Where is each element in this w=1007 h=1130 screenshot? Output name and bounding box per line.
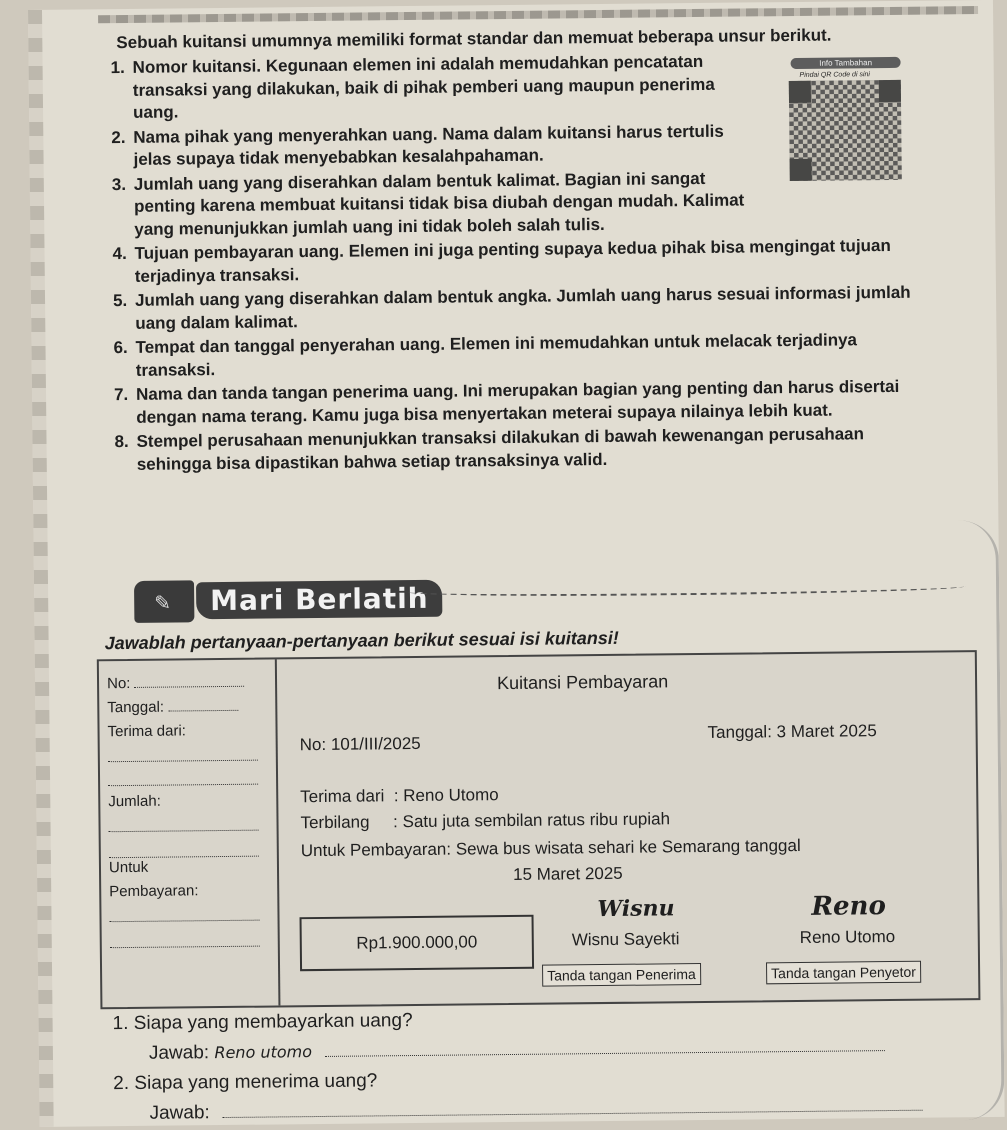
list-item: 5. Jumlah uang yang diserahkan dalam bentuk angka. Jumlah uang harus sesuai informasi jumlah uang dalam kalimat.	[112, 282, 911, 333]
stub-tanggal: Tanggal:	[107, 698, 238, 716]
answer-2[interactable]: Jawab:	[149, 1095, 923, 1125]
payer-label: Tanda tangan Penyetor	[766, 961, 921, 985]
question-1: 1. Siapa yang membayarkan uang?	[112, 1010, 413, 1035]
answer-1-handwriting: Reno utomo	[214, 1042, 313, 1063]
list-item: 1. Nomor kuitansi. Kegunaan elemen ini adalah memudahkan pencatatan transaksi yang dilakukan, baik di pihak pemberi uang maupun penerima uang.	[110, 51, 715, 122]
list-item: 4. Tujuan pembayaran uang. Elemen ini juga penting supaya kedua pihak bisa mengingat tujuan terjadinya transaksi.	[112, 235, 891, 286]
banner-title: Mari Berlatih	[196, 580, 443, 620]
stub-jumlah: Jumlah:	[108, 792, 161, 811]
payer-signature: Reno	[811, 891, 886, 922]
page-binding-decoration	[955, 520, 1004, 1120]
qr-code-icon[interactable]	[789, 80, 902, 181]
receipt-amount-words: Terbilang : Satu juta sembilan ratus ribu rupiah	[300, 809, 671, 833]
stub-no: No:	[107, 674, 245, 692]
exercise-instruction: Jawablah pertanyaan-pertanyaan berikut sesuai isi kuitansi!	[104, 627, 619, 654]
qr-caption: Pindai QR Code di sini	[799, 71, 870, 79]
receipt-number: No: 101/III/2025	[299, 733, 421, 755]
payer-name: Reno Utomo	[799, 926, 896, 947]
wave-decoration	[406, 580, 966, 598]
receipt-purpose-date: 15 Maret 2025	[512, 863, 623, 884]
qr-tag: Info Tambahan	[791, 57, 901, 69]
answer-1[interactable]: Jawab: Reno utomo	[149, 1035, 886, 1065]
top-border-decoration	[98, 6, 978, 23]
receiver-signature: Wisnu	[597, 895, 675, 923]
intro-text: Sebuah kuitansi umumnya memiliki format standar dan memuat beberapa unsur berikut.	[116, 25, 832, 53]
receipt-payer: Terima dari : Reno Utomo	[300, 785, 499, 807]
receipt	[97, 650, 981, 1009]
receipt-body	[277, 652, 979, 1005]
list-item: 3. Jumlah uang yang diserahkan dalam bentuk kalimat. Bagian ini sangat penting karena membuat kuitansi tidak bisa diubah dengan mudah. Kalimat yang menunjukkan jumlah uang ini tidak boleh salah tulis.	[111, 168, 745, 239]
receiver-name: Wisnu Sayekti	[571, 929, 680, 950]
list-item: 2. Nama pihak yang menyerahkan uang. Nama dalam kuitansi harus tertulis jelas supaya tidak menyebabkan kesalahpahaman.	[111, 121, 724, 169]
receipt-stub	[99, 659, 281, 1007]
stub-pembayaran: Pembayaran:	[109, 882, 199, 901]
list-item: 8. Stempel perusahaan menunjukkan transaksi dilakukan di bawah kewenangan perusahaan sehingga bisa dipastikan bahwa setiap transaksinya valid.	[114, 424, 865, 474]
textbook-page	[28, 0, 1005, 1127]
receipt-title: Kuitansi Pembayaran	[496, 671, 669, 694]
question-2: 2. Siapa yang menerima uang?	[113, 1070, 378, 1095]
receipt-amount: Rp1.900.000,00	[356, 932, 478, 953]
receiver-label: Tanda tangan Penerima	[542, 963, 701, 987]
list-item: 7. Nama dan tanda tangan penerima uang. Ini merupakan bagian yang penting dan harus disertai dengan nama terang. Kamu juga bisa menyertakan meterai supaya nilainya lebih kuat.	[113, 376, 900, 427]
list-item: 6. Tempat dan tanggal penyerahan uang. Elemen ini memudahkan untuk melacak terjadinya transaksi.	[113, 330, 858, 380]
receipt-date: Tanggal: 3 Maret 2025	[707, 721, 877, 742]
section-banner	[76, 572, 976, 627]
notebook-icon: ✎	[134, 580, 194, 623]
stub-terima: Terima dari:	[107, 722, 187, 741]
left-edge-decoration	[28, 10, 54, 1127]
qr-code-panel[interactable]	[761, 57, 911, 209]
receipt-amount-box	[300, 915, 535, 971]
receipt-purpose: Untuk Pembayaran: Sewa bus wisata sehari ke Semarang tanggal	[300, 835, 801, 861]
stub-untuk: Untuk	[108, 858, 149, 877]
